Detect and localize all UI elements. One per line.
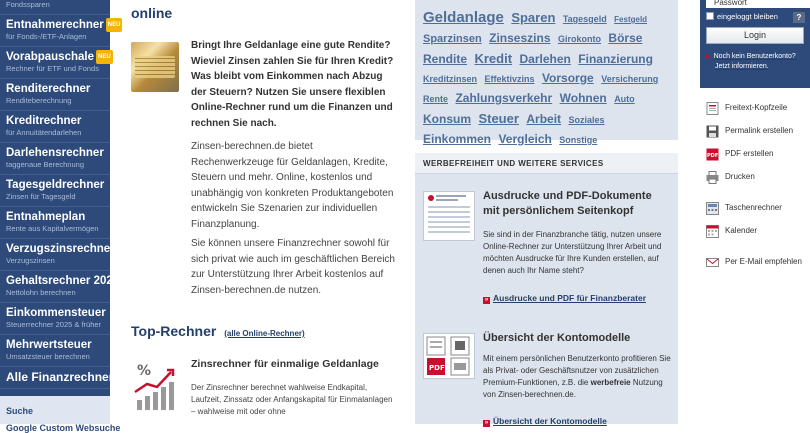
service-accounts-title: Übersicht der Kontomodelle: [483, 332, 631, 344]
intro-paragraph-1: Zinsen-berechnen.de bietet Rechenwerkzeuge für Geldanlagen, Kredite, Steuern und mehr. Online, kostenlos und unabhängig von konkreten Produktangeboten entwickeln Sie Szenarien zur individuellen Finanzplanung.: [191, 141, 394, 230]
sidebar-nav: [0, 0, 121, 433]
nav-item-sub: Zinsen für Tagesgeld: [6, 192, 76, 201]
nav-list: [0, 0, 121, 389]
save-icon: [706, 125, 719, 138]
service-accounts-link-label[interactable]: Übersicht der Kontomodelle: [493, 416, 607, 426]
service-accounts-text-bold: werbefreie: [590, 378, 631, 387]
nav-item-sub: Steuerrechner 2025 & früher: [6, 320, 102, 329]
nav-item-kreditrechner[interactable]: [0, 111, 110, 143]
tag-zahlungsverkehr[interactable]: Zahlungsverkehr: [455, 91, 553, 105]
tag-vergleich[interactable]: Vergleich: [498, 132, 552, 146]
tag-arbeit[interactable]: Arbeit: [526, 112, 562, 126]
nav-item-darlehensrechner[interactable]: [0, 143, 110, 175]
register-line-2[interactable]: Jetzt informieren.: [715, 63, 769, 70]
tag-cloud: [415, 0, 678, 146]
tag-vorsorge[interactable]: Vorsorge: [541, 71, 594, 85]
service-accounts-text-end: Nutzung von Zinsen-berechnen.de.: [483, 378, 663, 399]
svg-text:PDF: PDF: [429, 364, 445, 372]
percent-chart-icon: [131, 360, 179, 412]
nav-item-gehaltsrechner-2025[interactable]: [0, 271, 120, 303]
tool-kalender[interactable]: [700, 221, 810, 244]
password-field[interactable]: [706, 0, 810, 8]
intro-lead: Bringt Ihre Geldanlage eine gute Rendite? Wieviel Zinsen zahlen Sie für Ihren Kredit? Was bleibt vom Einkommen nach Abzug der Steuern? Nutzen Sie unsere flexiblen Online-Rechner rund um die Finanzen und rechnen Sie nach.: [191, 40, 394, 129]
nav-item-verzugszinsrechner[interactable]: [0, 239, 115, 271]
tag-wohnen[interactable]: Wohnen: [559, 91, 607, 105]
tool-pdf-erstellen[interactable]: [700, 144, 810, 167]
tag-versicherung[interactable]: Versicherung: [601, 74, 659, 84]
nav-item-title: Mehrwertsteuer: [6, 339, 92, 351]
page-heading: online: [131, 5, 173, 21]
tool-label: Taschenrechner: [725, 203, 782, 212]
nav-item-sub: für Fonds-/ETF-Anlagen: [6, 32, 87, 41]
nav-item-entnahmeplan[interactable]: [0, 207, 110, 239]
service-pdf-link-label[interactable]: Ausdrucke und PDF für Finanzberater: [493, 293, 647, 303]
tool-permalink-erstellen[interactable]: [700, 121, 810, 144]
password-label: Passwort: [714, 0, 747, 7]
zinsrechner-title[interactable]: Zinsrechner für einmalige Geldanlage: [191, 358, 379, 370]
service-pdf-link[interactable]: [483, 293, 646, 304]
nav-item-mehrwertsteuer[interactable]: [0, 335, 110, 367]
triangle-right-icon: ▶: [706, 54, 711, 60]
service-accounts-text: [483, 353, 671, 401]
new-badge: NEU: [96, 50, 113, 64]
coins-image: [131, 42, 179, 92]
nav-item-title: Tagesgeldrechner: [6, 179, 105, 191]
arrow-right-icon: »: [484, 420, 489, 426]
nav-item-sub: Rente aus Kapitalvermögen: [6, 224, 99, 233]
nav-item-title: Einkommensteuer: [6, 307, 106, 319]
zinsrechner-description: Der Zinsrechner berechnet wahlweise Endkapital, Laufzeit, Zinssatz oder Anfangskapital für Einmalanlagen – wahlweise mit oder ohne: [191, 383, 393, 416]
nav-item-title: Verzugszinsrechner: [6, 243, 115, 255]
nav-item-sub: taggenaue Berechnung: [6, 160, 84, 169]
tag-sparen[interactable]: Sparen: [511, 10, 556, 25]
nav-item-title-row: [6, 18, 121, 32]
document-icon: [706, 102, 719, 115]
nav-item-sub: Nettolohn berechnen: [6, 288, 76, 297]
tool-label: Drucken: [725, 172, 755, 181]
new-badge: NEU: [106, 18, 123, 32]
remember-checkbox[interactable]: [706, 12, 714, 20]
nav-item-title: Entnahmerechner: [6, 19, 104, 31]
tag-b-rse[interactable]: Börse: [608, 31, 643, 45]
register-line-1[interactable]: Noch kein Benutzerkonto?: [713, 53, 796, 60]
tool-label: Per E-Mail empfehlen: [725, 257, 802, 266]
remember-me[interactable]: [706, 12, 778, 21]
tag-rendite[interactable]: Rendite: [423, 52, 468, 66]
tag-effektivzins[interactable]: Effektivzins: [484, 74, 535, 84]
svg-text:PDF: PDF: [707, 153, 719, 159]
nav-item-sub: für Annuitätendarlehen: [6, 128, 82, 137]
nav-item-all-calculators[interactable]: [0, 367, 114, 389]
nav-item-title-row: [6, 50, 111, 64]
nav-item-einkommensteuer[interactable]: [0, 303, 110, 335]
tag-sparzinsen[interactable]: Sparzinsen: [423, 33, 482, 45]
services-box: [415, 153, 678, 424]
tag-kredit[interactable]: Kredit: [474, 51, 513, 66]
tool-freitext-kopfzeile[interactable]: [700, 98, 810, 121]
service-pdf-title: Ausdrucke und PDF-Dokumente mit persönlichem Seitenkopf: [483, 190, 652, 217]
services-heading: WERBEFREIHEIT UND WEITERE SERVICES: [415, 153, 678, 174]
help-button[interactable]: ?: [793, 12, 805, 23]
tag-finanzierung[interactable]: Finanzierung: [578, 52, 653, 66]
nav-item-title: Renditerechner: [6, 83, 91, 95]
tag-festgeld[interactable]: Festgeld: [614, 15, 648, 24]
tag-girokonto[interactable]: Girokonto: [557, 34, 601, 44]
tool-label: PDF erstellen: [725, 149, 774, 158]
nav-item-sub: Renditeberechnung: [6, 96, 72, 105]
nav-item-tagesgeldrechner[interactable]: [0, 175, 110, 207]
tag-kreditzinsen[interactable]: Kreditzinsen: [423, 74, 478, 84]
tool-label: Kalender: [725, 226, 758, 235]
nav-item-renditerechner[interactable]: [0, 79, 110, 111]
tool-taschenrechner[interactable]: [700, 198, 810, 221]
nav-item-title: Alle Finanzrechner: [6, 370, 114, 384]
search-sub[interactable]: Google Custom Websuche: [6, 423, 121, 433]
printer-icon: [706, 171, 719, 184]
nav-item-vorabpauschale[interactable]: [0, 47, 110, 79]
tag-auto[interactable]: Auto: [614, 94, 635, 104]
tag-geldanlage[interactable]: Geldanlage: [423, 9, 504, 26]
tag-einkommen[interactable]: Einkommen: [423, 132, 492, 146]
nav-item-title: Vorabpauschale: [6, 51, 94, 63]
arrow-right-icon: »: [484, 297, 489, 303]
search-title: Suche: [6, 406, 34, 416]
pdf-icon: [706, 148, 719, 161]
service-accounts-link[interactable]: [483, 416, 607, 427]
nav-item-title: Gehaltsrechner 2025: [6, 275, 120, 287]
register-link[interactable]: [706, 52, 796, 71]
account-features-icon: [423, 333, 475, 379]
intro-paragraph-2: Sie können unsere Finanzrechner sowohl für sich privat wie auch im geschäftlichen Bereich zur Unterstützung Ihrer Arbeit kostenlos auf Zinsen-berechnen.de nutzen.: [191, 238, 395, 296]
tool-per-e-mail-empfehlen[interactable]: [700, 252, 810, 275]
tag-soziales[interactable]: Soziales: [568, 115, 605, 125]
nav-item-title: Kreditrechner: [6, 115, 82, 127]
tag-sonstige[interactable]: Sonstige: [559, 135, 598, 145]
tool-label: Permalink erstellen: [725, 126, 794, 135]
top-rechner-title: Top-Rechner: [131, 323, 217, 339]
tool-drucken[interactable]: [700, 167, 810, 190]
nav-item-fondssparen[interactable]: [0, 0, 110, 15]
nav-item-sub: Rechner für ETF und Fonds: [6, 64, 99, 73]
tools-list: [700, 98, 810, 275]
svg-text:%: %: [137, 363, 152, 379]
service-pdf-text: Sie sind in der Finanzbranche tätig, nutzen unsere Online-Rechner zur Unterstützung Ihrer Arbeit und möchten Ausdrucke für Ihre Kunden erstellen, auf denen auch Ihr Name steht?: [483, 230, 662, 275]
tag-konsum[interactable]: Konsum: [423, 112, 471, 126]
document-preview-icon: [423, 191, 475, 241]
nav-item-sub: Fondssparen: [6, 0, 50, 9]
tag-rente[interactable]: Rente: [423, 94, 449, 104]
search-section: [0, 396, 121, 433]
tag-steuer[interactable]: Steuer: [478, 111, 519, 126]
tag-zinseszins[interactable]: Zinseszins: [489, 31, 551, 45]
tag-darlehen[interactable]: Darlehen: [519, 52, 571, 66]
nav-item-entnahmerechner[interactable]: [0, 15, 121, 47]
email-icon: [706, 256, 719, 269]
nav-item-sub: Umsatzsteuer berechnen: [6, 352, 90, 361]
nav-item-title: Entnahmeplan: [6, 211, 86, 223]
top-rechner-heading: [131, 323, 305, 339]
tag-tagesgeld[interactable]: Tagesgeld: [562, 14, 607, 24]
nav-item-title: Darlehensrechner: [6, 147, 104, 159]
login-button[interactable]: Login: [706, 27, 804, 44]
calendar-icon: [706, 225, 719, 238]
all-calculators-link[interactable]: (alle Online-Rechner): [224, 329, 305, 338]
calculator-icon: [706, 202, 719, 215]
login-box: [700, 0, 810, 88]
tool-label: Freitext-Kopfzeile: [725, 103, 788, 112]
nav-item-sub: Verzugszinsen: [6, 256, 55, 265]
remember-label: eingeloggt bleiben: [717, 12, 778, 21]
service-accounts-text-plain: Mit einem persönlichen Benutzerkonto profitieren Sie als Privat- oder Geschäftsnutzer von zusätzlichen Premium-Funktionen, z.B. die: [483, 354, 671, 387]
